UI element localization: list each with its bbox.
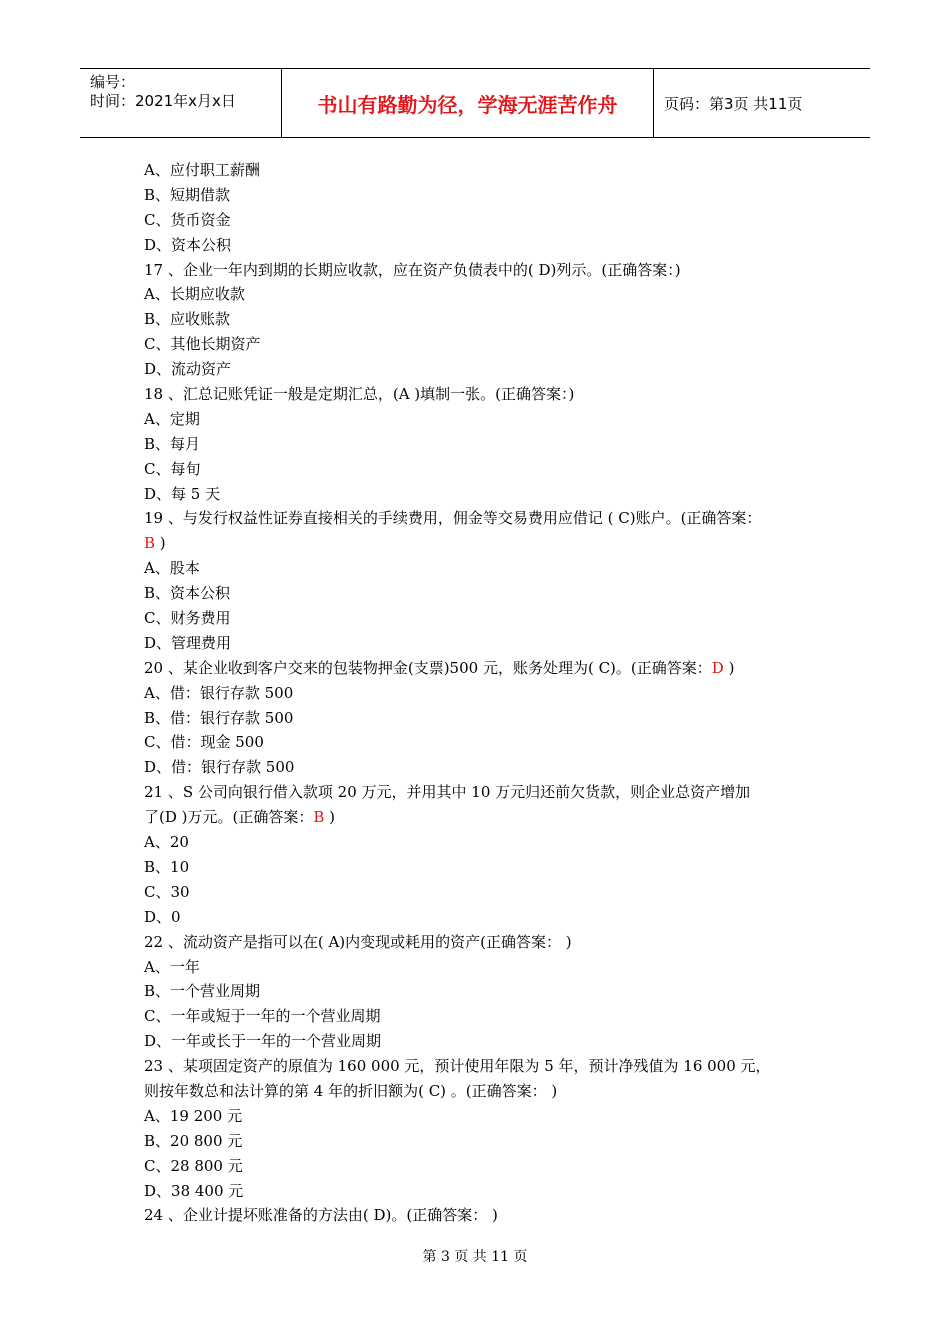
line-text: 21 、S 公司向银行借入款项 20 万元，并用其中 10 万元归还前欠货款，则企业总资产增加 <box>144 783 751 802</box>
content-line <box>144 855 824 880</box>
line-text: 17 、企业一年内到期的长期应收款，应在资产负债表中的( D)列示。(正确答案：) <box>144 260 681 279</box>
line-text: A、长期应收款 <box>144 285 245 304</box>
content-line <box>144 1154 824 1179</box>
content-line <box>144 382 824 407</box>
line-text-tail: ) <box>723 658 735 677</box>
line-text: 22 、流动资产是指可以在( A)内变现或耗用的资产(正确答案： ) <box>144 932 572 951</box>
content-line <box>144 258 824 283</box>
line-text: D、资本公积 <box>144 235 232 254</box>
content-line <box>144 407 824 432</box>
line-text: 19 、与发行权益性证券直接相关的手续费用，佣金等交易费用应借记 ( C)账户。(正确答案： <box>144 509 762 528</box>
content-line <box>144 183 824 208</box>
line-text: D、38 400 元 <box>144 1181 244 1200</box>
header-motto: 书山有路勤为径，学海无涯苦作舟 <box>282 69 654 137</box>
line-text: D、管理费用 <box>144 633 232 652</box>
line-text: A、20 <box>144 833 189 852</box>
content-line <box>144 805 824 830</box>
line-text: C、28 800 元 <box>144 1156 243 1175</box>
line-text: C、每旬 <box>144 459 201 478</box>
content-line <box>144 208 824 233</box>
content-line <box>144 1079 824 1104</box>
line-text: C、财务费用 <box>144 609 231 628</box>
line-text: B、20 800 元 <box>144 1131 243 1150</box>
content-line <box>144 955 824 980</box>
line-text: B、一个营业周期 <box>144 982 261 1001</box>
content-line <box>144 1129 824 1154</box>
header-meta <box>80 69 282 137</box>
content-line <box>144 706 824 731</box>
content-line <box>144 307 824 332</box>
line-text: 23 、某项固定资产的原值为 160 000 元，预计使用年限为 5 年，预计净残值为 16 000 元， <box>144 1057 771 1076</box>
content-line <box>144 656 824 681</box>
content-line <box>144 233 824 258</box>
line-text: 20 、某企业收到客户交来的包装物押金(支票)500 元，账务处理为( C)。(正确答案： <box>144 658 712 677</box>
content-line <box>144 606 824 631</box>
answer-highlight: B <box>144 534 156 553</box>
document-time-label: 时间：2021年x月x日 <box>90 92 236 110</box>
line-text: C、借：现金 500 <box>144 733 264 752</box>
line-text: 则按年数总和法计算的第 4 年的折旧额为( C) 。(正确答案： ) <box>144 1081 558 1100</box>
line-text: B、借：银行存款 500 <box>144 708 294 727</box>
content-line <box>144 556 824 581</box>
line-text: A、股本 <box>144 559 200 578</box>
content-line <box>144 1054 824 1079</box>
content-line <box>144 457 824 482</box>
content-line <box>144 531 824 556</box>
content-line <box>144 332 824 357</box>
document-number-label: 编号： <box>90 73 136 91</box>
line-text: C、30 <box>144 882 190 901</box>
line-text: C、一年或短于一年的一个营业周期 <box>144 1007 381 1026</box>
content-line <box>144 730 824 755</box>
content-line <box>144 905 824 930</box>
line-text: C、其他长期资产 <box>144 335 261 354</box>
content-line <box>144 1029 824 1054</box>
content-line <box>144 282 824 307</box>
content-line <box>144 681 824 706</box>
content-line <box>144 1179 824 1204</box>
line-text: B、每月 <box>144 434 201 453</box>
content-line <box>144 631 824 656</box>
content-line <box>144 830 824 855</box>
content-line <box>144 755 824 780</box>
line-text-tail: ) <box>324 808 336 827</box>
line-text: C、货币资金 <box>144 210 231 229</box>
line-text: B、应收账款 <box>144 310 231 329</box>
content-line <box>144 357 824 382</box>
line-text: D、借：银行存款 500 <box>144 758 295 777</box>
content-line <box>144 581 824 606</box>
line-text: B、短期借款 <box>144 185 231 204</box>
line-text: D、0 <box>144 907 181 926</box>
content-line <box>144 780 824 805</box>
line-text: B、10 <box>144 857 190 876</box>
line-text: 24 、企业计提坏账准备的方法由( D)。(正确答案： ) <box>144 1206 498 1225</box>
question-content <box>144 158 824 1228</box>
line-text: A、一年 <box>144 957 200 976</box>
line-text: 了(D )万元。(正确答案： <box>144 808 314 827</box>
page-header <box>80 68 870 138</box>
line-text: A、应付职工薪酬 <box>144 161 260 179</box>
line-text: A、19 200 元 <box>144 1106 243 1125</box>
content-line <box>144 158 824 183</box>
line-text: A、定期 <box>144 409 200 428</box>
content-line <box>144 1004 824 1029</box>
line-text: B、资本公积 <box>144 584 231 603</box>
line-text: 18 、汇总记账凭证一般是定期汇总，(A )填制一张。(正确答案：) <box>144 385 575 404</box>
content-line <box>144 482 824 507</box>
content-line <box>144 880 824 905</box>
line-text: A、借：银行存款 500 <box>144 683 294 702</box>
line-text: D、每 5 天 <box>144 484 221 503</box>
content-line <box>144 1203 824 1228</box>
content-line <box>144 930 824 955</box>
line-text: D、流动资产 <box>144 360 232 379</box>
content-line <box>144 432 824 457</box>
answer-highlight: D <box>711 658 724 677</box>
line-text: D、一年或长于一年的一个营业周期 <box>144 1032 382 1051</box>
content-line <box>144 979 824 1004</box>
content-line <box>144 506 824 531</box>
line-text-tail: ) <box>155 534 166 553</box>
header-page-info: 页码：第3页 共11页 <box>664 94 803 113</box>
page-footer: 第 3 页 共 11 页 <box>422 1249 528 1265</box>
answer-highlight: B <box>313 808 325 827</box>
content-line <box>144 1104 824 1129</box>
